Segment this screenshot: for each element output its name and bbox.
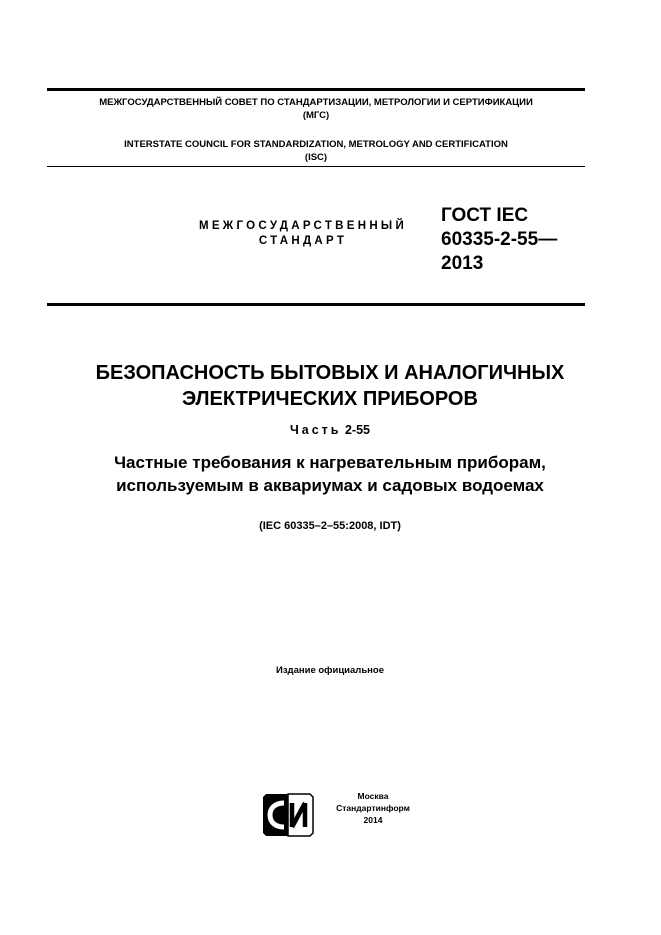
standard-type — [178, 219, 428, 249]
subtitle-line2: используемым в аквариумах и садовых водоемах — [116, 476, 544, 495]
part-word: Часть — [289, 423, 342, 437]
designation-line1: ГОСТ IEC — [441, 205, 529, 226]
standard-type-line2: СТАНДАРТ — [258, 235, 348, 247]
part-number: 2-55 — [344, 423, 370, 437]
designation-line3: 2013 — [441, 253, 484, 274]
title-line1: БЕЗОПАСНОСТЬ БЫТОВЫХ И АНАЛОГИЧНЫХ — [95, 362, 565, 384]
council-name-ru — [47, 96, 585, 122]
standard-designation — [441, 204, 601, 276]
designation-line2: 60335-2-55— — [441, 229, 558, 250]
document-title — [30, 360, 630, 412]
publisher-info — [323, 790, 423, 826]
council-ru-line1: МЕЖГОСУДАРСТВЕННЫЙ СОВЕТ ПО СТАНДАРТИЗАЦИИ, МЕТРОЛОГИИ И СЕРТИФИКАЦИИ — [99, 97, 533, 108]
council-en-line1: INTERSTATE COUNCIL FOR STANDARDIZATION, METROLOGY AND CERTIFICATION — [124, 139, 508, 150]
council-name-en — [47, 138, 585, 164]
iec-reference: (IEC 60335–2–55:2008, IDT) — [259, 520, 401, 532]
publisher-name: Стандартинформ — [336, 803, 410, 813]
edition-label: Издание официальное — [276, 665, 384, 676]
council-en-abbr: (ISC) — [304, 152, 328, 163]
standartinform-logo-icon — [262, 793, 314, 837]
standard-type-line1: МЕЖГОСУДАРСТВЕННЫЙ — [198, 220, 408, 232]
lower-rule — [47, 303, 585, 306]
part-label — [30, 422, 630, 438]
title-line2: ЭЛЕКТРИЧЕСКИХ ПРИБОРОВ — [182, 388, 478, 410]
publication-year: 2014 — [363, 815, 383, 825]
document-subtitle — [30, 451, 630, 497]
publisher-city: Москва — [357, 791, 389, 801]
subtitle-line1: Частные требования к нагревательным приборам, — [114, 453, 546, 472]
middle-rule — [47, 166, 585, 167]
council-ru-abbr: (МГС) — [302, 110, 330, 121]
top-rule — [47, 88, 585, 91]
